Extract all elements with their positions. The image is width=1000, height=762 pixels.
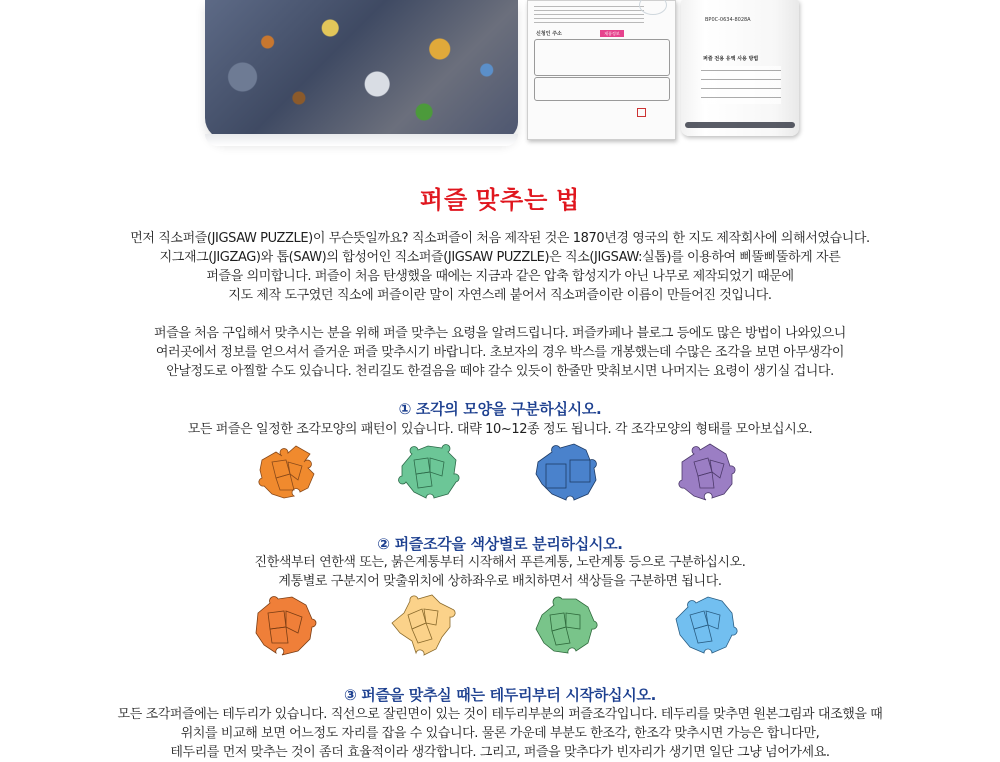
silica-pack-image (681, 0, 799, 136)
step-2-title: ② 퍼즐조각을 색상별로 분리하십시오. (377, 535, 623, 553)
silica-code: BP0C-0634-8028A (705, 17, 751, 23)
purple-puzzle-cluster-icon (674, 440, 740, 504)
text-line: 안날정도로 아찔할 수도 있습니다. 천리길도 한걸음을 떼야 갈수 있듯이 한줄만 맞춰보시면 나머지는 요령이 생기실 겁니다. (166, 364, 834, 379)
text-line: 지도 제작 도구였던 직소에 퍼즐이란 말이 자연스레 붙어서 직소퍼즐이란 이름이 만들어진 것입니다. (228, 288, 772, 303)
text-line: 진한색부터 연한색 또는, 붉은계통부터 시작해서 푸른계통, 노란계통 등으로 구분하십시오. (254, 555, 746, 570)
light-yellow-puzzle-cluster-icon (390, 593, 456, 657)
card-logo (637, 108, 665, 118)
light-green-puzzle-cluster-icon (532, 593, 598, 657)
intro-paragraph-1 (0, 229, 1000, 305)
step-2-color-clusters (0, 593, 1000, 663)
orange-puzzle-cluster-icon (254, 440, 320, 504)
dark-orange-puzzle-cluster-icon (252, 593, 318, 657)
text-line: 먼저 직소퍼즐(JIGSAW PUZZLE)이 무슨뜻일까요? 직소퍼즐이 처음 제작된 것은 1870년경 영국의 한 지도 제작회사에 의해서였습니다. (130, 231, 870, 246)
step-3-title: ③ 퍼즐을 맞추실 때는 테두리부터 시작하십시오. (343, 686, 657, 704)
text-line: 계통별로 구분지어 맞출위치에 상하좌우로 배치하면서 색상들을 구분하면 됩니다. (278, 574, 722, 589)
silica-edge (685, 122, 795, 128)
text-line: 위치를 비교해 보면 어느정도 자리를 잡을 수 있습니다. 물론 가운데 부분도 한조각, 한조각 맞추시면 가능은 합니다만, (180, 726, 820, 741)
text-line: 테두리를 먼저 맞추는 것이 좀더 효율적이라 생각합니다. 그리고, 퍼즐을 맞추다가 빈자리가 생기면 일단 그냥 넘어가세요. (170, 745, 830, 760)
step-1-description (0, 420, 1000, 439)
step-1-shape-clusters (0, 440, 1000, 510)
text-line: 지그재그(JIGZAG)와 톱(SAW)의 합성어인 직소퍼즐(JIGSAW PUZZLE)은 직소(JIGSAW:실톱)를 이용하여 삐뚤삐뚤하게 자른 (159, 250, 841, 265)
silica-title: 퍼즐 전용 유액 사용 방법 (703, 56, 759, 62)
card-stamp-icon (639, 0, 667, 15)
blue-puzzle-cluster-icon (534, 440, 600, 504)
text-line: 모든 퍼즐은 일정한 조각모양의 패턴이 있습니다. 대략 10~12종 정도 됩니다. 각 조각모양의 형태를 모아보십시오. (187, 422, 813, 437)
text-line: 퍼즐을 의미합니다. 퍼즐이 처음 탄생했을 때에는 지금과 같은 압축 합성지가 아닌 나무로 제작되었기 때문에 (206, 269, 794, 284)
step-2-description (0, 553, 1000, 591)
text-line: 퍼즐을 처음 구입해서 맞추시는 분을 위해 퍼즐 맞추는 요령을 알려드립니다. 퍼즐카페나 블로그 등에도 많은 방법이 나와있으니 (154, 326, 846, 341)
card-text-lines (534, 3, 644, 25)
warranty-card-image (527, 0, 676, 140)
card-badge: 제품정보 (600, 30, 624, 37)
intro-paragraph-2 (0, 324, 1000, 381)
light-blue-puzzle-cluster-icon (672, 593, 738, 657)
text-line: 여러곳에서 정보를 얻으셔서 즐거운 퍼즐 맞추시기 바랍니다. 초보자의 경우 박스를 개봉했는데 수많은 조각을 보면 아무생각이 (155, 345, 845, 360)
green-puzzle-cluster-icon (396, 440, 462, 504)
silica-text-lines (701, 66, 781, 104)
product-photos (0, 0, 1000, 150)
puzzle-pieces-bag-image (205, 0, 518, 140)
card-address-box (534, 39, 670, 76)
step-1-title: ① 조각의 모양을 구분하십시오. (398, 400, 602, 418)
text-line: 모든 조각퍼즐에는 테두리가 있습니다. 직선으로 잘린면이 있는 것이 테두리부분의 퍼즐조각입니다. 테두리를 맞추면 원본그림과 대조했을 때 (117, 707, 883, 722)
card-section-title: 신청인 주소 (536, 31, 562, 37)
page-title: 퍼즐 맞추는 법 (419, 187, 581, 214)
step-3-description (0, 705, 1000, 762)
card-info-box (534, 77, 670, 101)
